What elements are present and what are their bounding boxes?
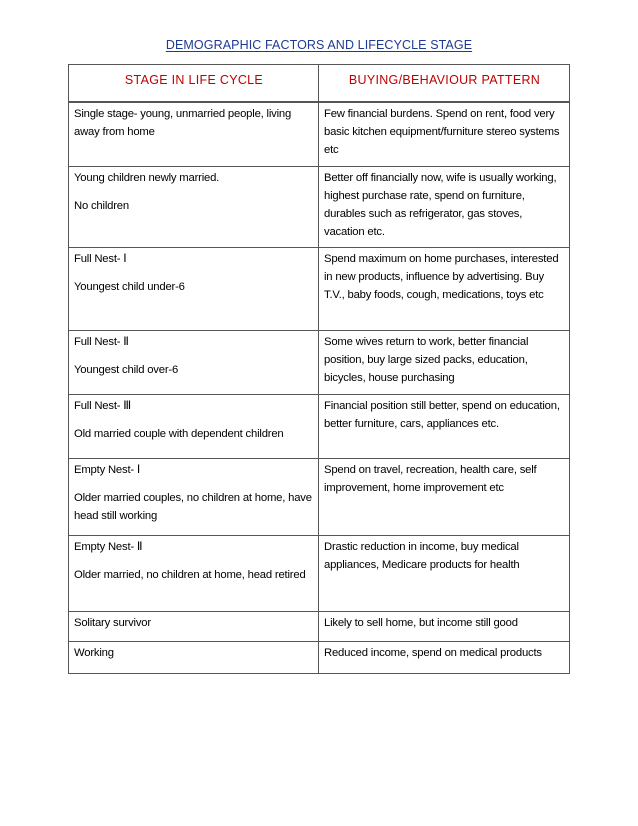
table-row bbox=[69, 248, 570, 331]
pattern-cell: Likely to sell home, but income still good bbox=[319, 612, 570, 642]
stage-detail: Older married couples, no children at home, have head still working bbox=[74, 492, 312, 522]
stage-text: Full Nest- Ⅱ bbox=[74, 336, 129, 348]
page-title: DEMOGRAPHIC FACTORS AND LIFECYCLE STAGE bbox=[165, 38, 473, 52]
stage-text: Full Nest- Ⅲ bbox=[74, 400, 131, 412]
pattern-cell: Few financial burdens. Spend on rent, food very basic kitchen equipment/furniture stereo systems etc bbox=[319, 102, 570, 167]
table-row bbox=[69, 459, 570, 536]
table-row bbox=[69, 642, 570, 674]
stage-cell bbox=[69, 102, 319, 167]
pattern-cell: Better off financially now, wife is usually working, highest purchase rate, spend on furniture, durables such as refrigerator, gas stoves, vacation etc. bbox=[319, 167, 570, 248]
stage-detail: No children bbox=[74, 200, 129, 212]
table-row bbox=[69, 331, 570, 395]
column-header-pattern: BUYING/BEHAVIOUR PATTERN bbox=[319, 65, 570, 103]
stage-cell bbox=[69, 642, 319, 674]
pattern-cell: Spend on travel, recreation, health care, self improvement, home improvement etc bbox=[319, 459, 570, 536]
stage-detail: Older married, no children at home, head retired bbox=[74, 569, 306, 581]
stage-text: Full Nest- Ⅰ bbox=[74, 253, 127, 265]
stage-cell bbox=[69, 248, 319, 331]
stage-detail: Youngest child over-6 bbox=[74, 364, 179, 376]
stage-cell bbox=[69, 536, 319, 612]
stage-text: Single stage- young, unmarried people, living away from home bbox=[74, 108, 292, 138]
stage-text: Working bbox=[74, 647, 114, 659]
table-row bbox=[69, 612, 570, 642]
stage-cell bbox=[69, 167, 319, 248]
stage-cell bbox=[69, 331, 319, 395]
stage-text: Empty Nest- Ⅰ bbox=[74, 464, 141, 476]
stage-text: Empty Nest- Ⅱ bbox=[74, 541, 143, 553]
lifecycle-table bbox=[68, 64, 570, 674]
table-row bbox=[69, 395, 570, 459]
stage-detail: Old married couple with dependent children bbox=[74, 428, 284, 440]
stage-detail: Youngest child under-6 bbox=[74, 281, 185, 293]
pattern-cell: Some wives return to work, better financial position, buy large sized packs, education, bicycles, house purchasing bbox=[319, 331, 570, 395]
column-header-stage: STAGE IN LIFE CYCLE bbox=[69, 65, 319, 103]
stage-cell bbox=[69, 459, 319, 536]
stage-cell bbox=[69, 612, 319, 642]
stage-cell bbox=[69, 395, 319, 459]
table-row bbox=[69, 102, 570, 167]
table-row bbox=[69, 167, 570, 248]
pattern-cell: Reduced income, spend on medical products bbox=[319, 642, 570, 674]
stage-text: Solitary survivor bbox=[74, 617, 151, 629]
pattern-cell: Drastic reduction in income, buy medical appliances, Medicare products for health bbox=[319, 536, 570, 612]
table-header-row bbox=[69, 65, 570, 103]
table-row bbox=[69, 536, 570, 612]
pattern-cell: Financial position still better, spend on education, better furniture, cars, appliances etc. bbox=[319, 395, 570, 459]
stage-text: Young children newly married. bbox=[74, 172, 220, 184]
pattern-cell: Spend maximum on home purchases, interested in new products, influence by advertising. Buy T.V., baby foods, cough, medications, toys etc bbox=[319, 248, 570, 331]
